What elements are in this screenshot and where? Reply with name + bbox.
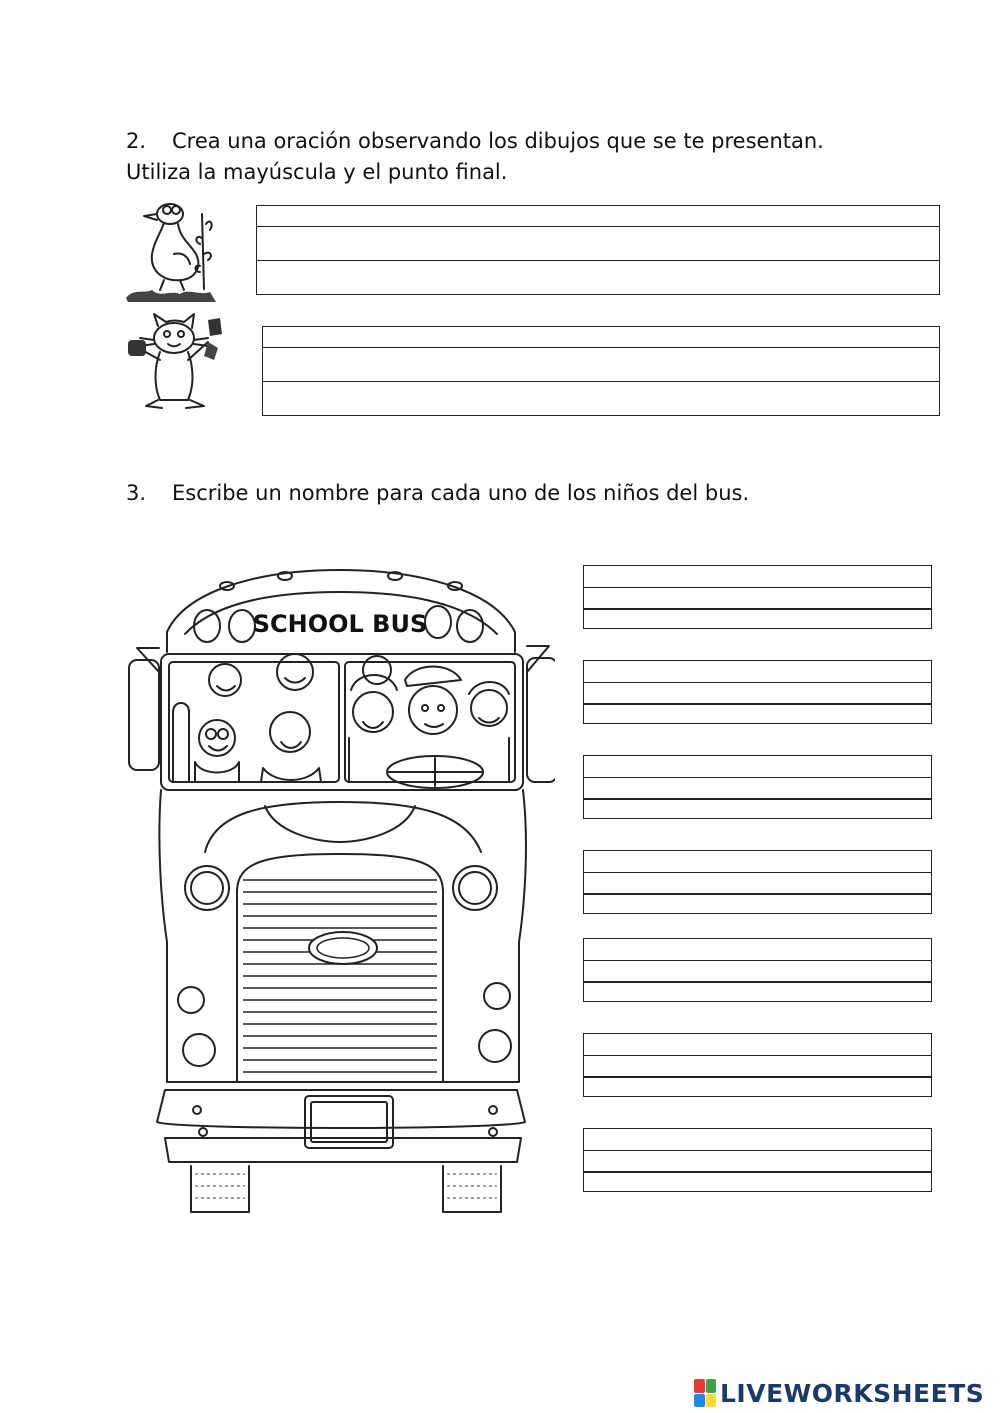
sentence-answer-box-duck[interactable]	[256, 205, 940, 295]
name-answer-box-2[interactable]	[583, 660, 932, 724]
question-2-prompt: Crea una oración observando los dibujos que se te presentan.	[172, 129, 824, 153]
school-bus-drawing	[125, 562, 555, 1222]
question-2-number: 2.	[126, 129, 147, 153]
question-3-number: 3.	[126, 481, 147, 505]
cat-drawing	[124, 312, 228, 416]
name-answer-box-4[interactable]	[583, 850, 932, 914]
name-answer-box-3[interactable]	[583, 755, 932, 819]
question-2-line-1	[126, 126, 824, 156]
liveworksheets-logo	[694, 1378, 984, 1408]
question-3	[126, 478, 749, 508]
liveworksheets-logo-icon	[694, 1379, 716, 1407]
name-answer-box-5[interactable]	[583, 938, 932, 1002]
duck-drawing	[124, 194, 224, 306]
name-answer-box-7[interactable]	[583, 1128, 932, 1192]
question-2-line-2: Utiliza la mayúscula y el punto final.	[126, 160, 508, 184]
name-answer-box-1[interactable]	[583, 565, 932, 629]
question-3-prompt: Escribe un nombre para cada uno de los niños del bus.	[172, 481, 750, 505]
name-answer-box-6[interactable]	[583, 1033, 932, 1097]
bus-sign-text: SCHOOL BUS	[252, 610, 428, 638]
liveworksheets-logo-text: LIVEWORKSHEETS	[720, 1378, 985, 1408]
sentence-answer-box-cat[interactable]	[262, 326, 940, 416]
